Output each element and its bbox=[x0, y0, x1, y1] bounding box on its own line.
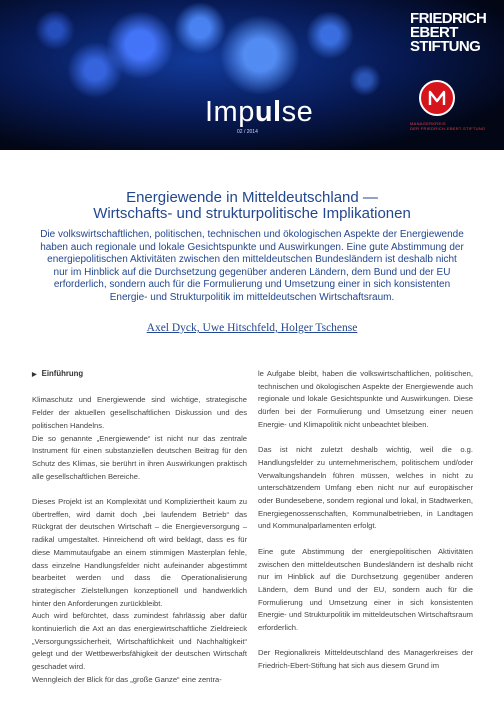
managerkreis-logo-icon bbox=[419, 80, 455, 116]
issue-number: 02 / 2014 bbox=[237, 129, 258, 135]
section-heading bbox=[32, 368, 247, 382]
title-line-1: Energiewende in Mitteldeutschland — bbox=[126, 189, 378, 206]
paragraph: Klimaschutz und Energiewende sind wichtige, strategische Felder der aktuellen gesellschaftlichen Diskussion und des politischen Handelns. bbox=[32, 395, 247, 430]
series-title-suffix: se bbox=[281, 96, 314, 128]
fes-logo bbox=[410, 12, 494, 54]
logo-line-1: FRIEDRICH bbox=[410, 10, 487, 27]
logo-line-3: STIFTUNG bbox=[410, 38, 481, 55]
paragraph: Auch wird befürchtet, dass zumindest fahrlässig aber dafür kontinuierlich die Axt an das energiewirtschaftliche Zieldreieck „Versorgungssicherheit, Wirtschaftlichkeit und Nachhaltigkeit“ gelegt und der Wettbewerbsfähigkeit der deutschen Wirtschaft geschadet wird. bbox=[32, 611, 247, 672]
paragraph: Wenngleich der Blick für das „große Ganze“ eine zentra- bbox=[32, 674, 222, 684]
managerkreis-caption bbox=[410, 121, 500, 131]
series-title bbox=[205, 96, 313, 129]
paragraph: Das ist nicht zuletzt deshalb wichtig, weil die o.g. Handlungsfelder zu unternehmerischem, politischem und/oder Verwaltungshandeln führen müssen, welches in nicht zu unterschätzendem Umfang eben nicht nur auf europäischer oder Bundesebene, sondern regional und lokal, in Stadtwerken, Energiegenossenschaften, Kommunalbetrieben, in Landtagen und Kommunalparlamenten erfolgt. bbox=[258, 445, 473, 531]
triangle-bullet-icon: ▶ bbox=[32, 372, 37, 378]
managerkreis-caption-1: MANAGERKREIS bbox=[410, 121, 446, 126]
managerkreis-caption-2: DER FRIEDRICH-EBERT-STIFTUNG bbox=[410, 126, 486, 131]
abstract: Die volkswirtschaftlichen, politischen, technischen und ökologischen Aspekte der Energiewende haben auch regionale und lokale Gesichtspunkte und Auswirkungen. Eine gute Abstimmung der energiepolitischen Aktivitäten zwischen den mitteldeutschen Bundesländern ist deshalb nicht nur im Hinblick auf die Durchsetzung gegenüber anderen Ländern, dem Bund und der EU erforderlich, sondern auch für die Formulierung und Umsetzung einer in sich konsistenten Energie- und Strukturpolitik im mitteldeutschen Wirtschaftsraum. bbox=[40, 229, 464, 303]
paragraph: Der Regionalkreis Mitteldeutschland des Managerkreises der Friedrich-Ebert-Stiftung hat sich aus diesem Grund im bbox=[258, 648, 473, 671]
left-column bbox=[32, 368, 247, 687]
paragraph-spacer bbox=[258, 432, 473, 445]
paragraph-spacer bbox=[32, 483, 247, 496]
document-title bbox=[0, 190, 504, 222]
section-heading-text: Einführung bbox=[41, 369, 84, 378]
paragraph: le Aufgabe bleibt, haben die volkswirtschaftlichen, politischen, technischen und ökologischen Aspekte der Energiewende auch regionale und lokale Gesichtspunkte und Auswirkungen. Diese dürfen bei der Formulierung und Umsetzung einer neuen Energie- und Klimapolitik nicht unbeachtet bleiben. bbox=[258, 369, 473, 429]
series-title-highlight: ul bbox=[254, 96, 282, 128]
authors: Axel Dyck, Uwe Hitschfeld, Holger Tschense bbox=[146, 322, 358, 334]
paragraph-spacer bbox=[258, 533, 473, 546]
title-line-2: Wirtschafts- und strukturpolitische Implikationen bbox=[93, 205, 411, 222]
right-column bbox=[258, 368, 473, 673]
paragraph: Die so genannte „Energiewende“ ist nicht nur das zentrale Instrument für einen substanziellen deutschen Beitrag für den Schutz des Klimas, sie berührt in ihren Auswirkungen praktisch alle gesellschaftlichen Bereiche. bbox=[32, 433, 247, 481]
paragraph: Dieses Projekt ist an Komplexität und Kompliziertheit kaum zu übertreffen, wird damit doch „bei laufendem Betrieb“ das Rückgrat der deutschen Wirtschaft – die Energieversorgung – radikal umgestaltet. Hinreichend oft wird beklagt, dass es für diese Mammutaufgabe an einem stimmigen Masterplan fehle, dass einzelne Handlungsfelder nicht aufeinander abgestimmt bearbeitet werden und dass die Operationalisierung strategischer Zielstellungen konzeptionell und handwerklich hinter den Anforderungen zurückbleibt. bbox=[32, 497, 247, 608]
cover-image bbox=[0, 0, 504, 150]
logo-line-2: EBERT bbox=[410, 24, 458, 41]
paragraph: Eine gute Abstimmung der energiepolitischen Aktivitäten zwischen den mitteldeutschen Bundesländern ist deshalb nicht nur im Hinblick auf die Durchsetzung gegenüber anderen Ländern, dem Bund und der EU, sondern auch für die Formulierung und Umsetzung einer in sich konsistenten Energie- und Strukturpolitik im mitteldeutschen Wirtschaftsraum erforderlich. bbox=[258, 546, 473, 633]
paragraph-spacer bbox=[258, 635, 473, 648]
series-title-prefix: Imp bbox=[205, 96, 255, 128]
